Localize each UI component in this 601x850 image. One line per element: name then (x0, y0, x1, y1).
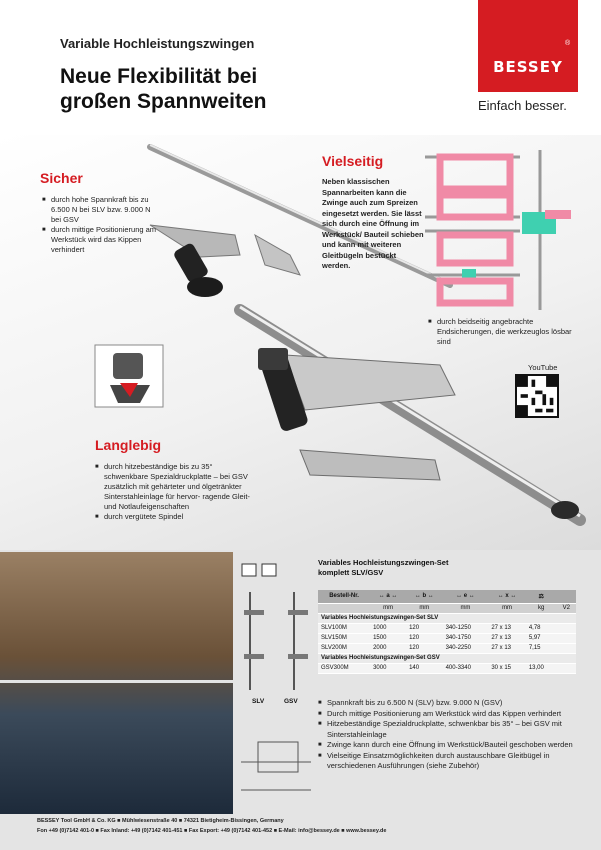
title-line-2: großen Spannweiten (60, 90, 267, 113)
workshop-photo (0, 552, 233, 814)
logo-wordmark: BESSEY (493, 58, 563, 76)
column-header: ↔ b ↔ (406, 590, 442, 603)
table-cell (556, 623, 576, 633)
table-cell: 27 x 13 (488, 643, 525, 653)
table-cell: 1000 (370, 623, 406, 633)
table-cell (556, 633, 576, 643)
list-item: ■ Spannkraft bis zu 6.500 N (SLV) bzw. 9.000 N (GSV) (318, 698, 586, 709)
unit-cell: mm (370, 603, 406, 613)
page-subtitle: Variable Hochleistungszwingen (60, 36, 255, 51)
vielseitig-heading: Vielseitig (322, 153, 384, 169)
langlebig-heading: Langlebig (95, 437, 162, 453)
column-header: ↔ e ↔ (443, 590, 489, 603)
table-cell: 30 x 15 (488, 663, 525, 673)
table-cell: 7,15 (526, 643, 557, 653)
langlebig-bullets (95, 462, 250, 522)
table-units-row (318, 603, 576, 613)
technical-drawing (236, 562, 314, 812)
list-item: ■ durch hohe Spannkraft bis zu 6.500 N bei SLV bzw. 9.000 N bei GSV (42, 195, 160, 225)
table-cell: 3000 (370, 663, 406, 673)
table-group-row (318, 613, 576, 623)
table-row (318, 633, 576, 643)
set-heading-line-2: komplett SLV/GSV (318, 568, 384, 577)
label-slv: SLV (252, 698, 265, 705)
list-item: ■ durch vergütete Spindel (95, 512, 250, 522)
sicher-heading: Sicher (40, 170, 83, 186)
table-row (318, 663, 576, 673)
table-cell: 5,97 (526, 633, 557, 643)
group-label-gsv: Variables Hochleistungszwingen-Set GSV (318, 653, 576, 663)
unit-cell (318, 603, 370, 613)
list-item: ■ Hitzebeständige Spezialdruckplatte, schwenkbar bis 35° – bei GSV mit Sinterstahleinlage (318, 719, 586, 740)
youtube-qr-code[interactable] (515, 374, 559, 418)
footer-contact: Fon +49 (0)7142 401-0 ■ Fax Inland: +49 (0)7142 401-451 ■ Fax Export: +49 (0)7142 401-452 ■ E-Mail: info@bessey.de ■ www.bessey.de (37, 828, 387, 834)
spec-table (318, 590, 576, 674)
sicher-bullets (42, 195, 160, 255)
title-line-1: Neue Flexibilität bei (60, 65, 258, 88)
list-item: ■ durch hitzebeständige bis zu 35° schwenkbare Spezialdruckplatte – bei GSV zusätzlich mit gehärteter und ölgetränkter Sinterstahleinlage für hervor- ragende Gleit- und Notlaufeigenschaften (95, 462, 250, 512)
feature-bullets (318, 698, 586, 772)
unit-cell: V2 (556, 603, 576, 613)
table-cell: 340-1250 (443, 623, 489, 633)
photo-divider (0, 680, 233, 683)
footer-address: BESSEY Tool GmbH & Co. KG ■ Mühlwiesenstraße 40 ■ 74321 Bietigheim-Bissingen, Germany (37, 818, 284, 824)
label-gsv: GSV (284, 698, 298, 705)
table-cell: SLV200M (318, 643, 370, 653)
list-item: ■ durch mittige Positionierung am Werkstück wird das Kippen verhindert (42, 225, 160, 255)
table-cell: 340-1750 (443, 633, 489, 643)
set-heading (318, 558, 448, 578)
table-cell: 140 (406, 663, 442, 673)
table-cell: SLV100M (318, 623, 370, 633)
table-cell: 2000 (370, 643, 406, 653)
table-cell: 120 (406, 643, 442, 653)
table-cell: 27 x 13 (488, 623, 525, 633)
list-item: ■ Vielseitige Einsatzmöglichkeiten durch austauschbare Gleitbügel in verschiedenen Ausführungen (siehe Zubehör) (318, 751, 586, 772)
registered-mark: ® (565, 40, 571, 47)
unit-cell: mm (443, 603, 489, 613)
slogan: Einfach besser. (478, 98, 567, 113)
youtube-label: YouTube (528, 363, 558, 372)
table-cell (556, 663, 576, 673)
table-cell: 1500 (370, 633, 406, 643)
list-item: ■ Zwinge kann durch eine Öffnung im Werkstück/Bauteil geschoben werden (318, 740, 586, 751)
vielseitig-bullets (428, 317, 578, 347)
column-header: ↔ x ↔ (488, 590, 525, 603)
column-header: Bestell-Nr. (318, 590, 370, 603)
bessey-logo (478, 0, 578, 92)
table-cell: SLV150M (318, 633, 370, 643)
page-title (60, 64, 267, 114)
weight-icon: ⚖ (526, 590, 557, 603)
table-header-row (318, 590, 576, 603)
table-row (318, 643, 576, 653)
table-cell: 120 (406, 633, 442, 643)
unit-cell: kg (526, 603, 557, 613)
table-cell: GSV300M (318, 663, 370, 673)
unit-cell: mm (406, 603, 442, 613)
table-cell: 400-3340 (443, 663, 489, 673)
column-header (556, 590, 576, 603)
table-cell (556, 643, 576, 653)
set-heading-line-1: Variables Hochleistungszwingen-Set (318, 558, 449, 567)
table-group-row (318, 653, 576, 663)
vielseitig-text: Neben klassischen Spannarbeiten kann die Zwinge auch zum Spreizen eingesetzt werden. Sie lässt sich durch eine Öffnung im Werkstück/ Bauteil schieben und kann mit weiteren Gleitbügeln bestückt werden. (322, 177, 424, 270)
table-cell: 27 x 13 (488, 633, 525, 643)
table-cell: 4,78 (526, 623, 557, 633)
list-item: ■ durch beidseitig angebrachte Endsicherungen, die werkzeuglos lösbar sind (428, 317, 578, 347)
table-cell: 13,00 (526, 663, 557, 673)
page-footer (37, 816, 577, 836)
list-item: ■ Durch mittige Positionierung am Werkstück wird das Kippen verhindert (318, 709, 586, 720)
table-cell: 120 (406, 623, 442, 633)
group-label-slv: Variables Hochleistungszwingen-Set SLV (318, 613, 576, 623)
table-cell: 340-2250 (443, 643, 489, 653)
unit-cell: mm (488, 603, 525, 613)
column-header: ↔ a ↔ (370, 590, 406, 603)
table-row (318, 623, 576, 633)
